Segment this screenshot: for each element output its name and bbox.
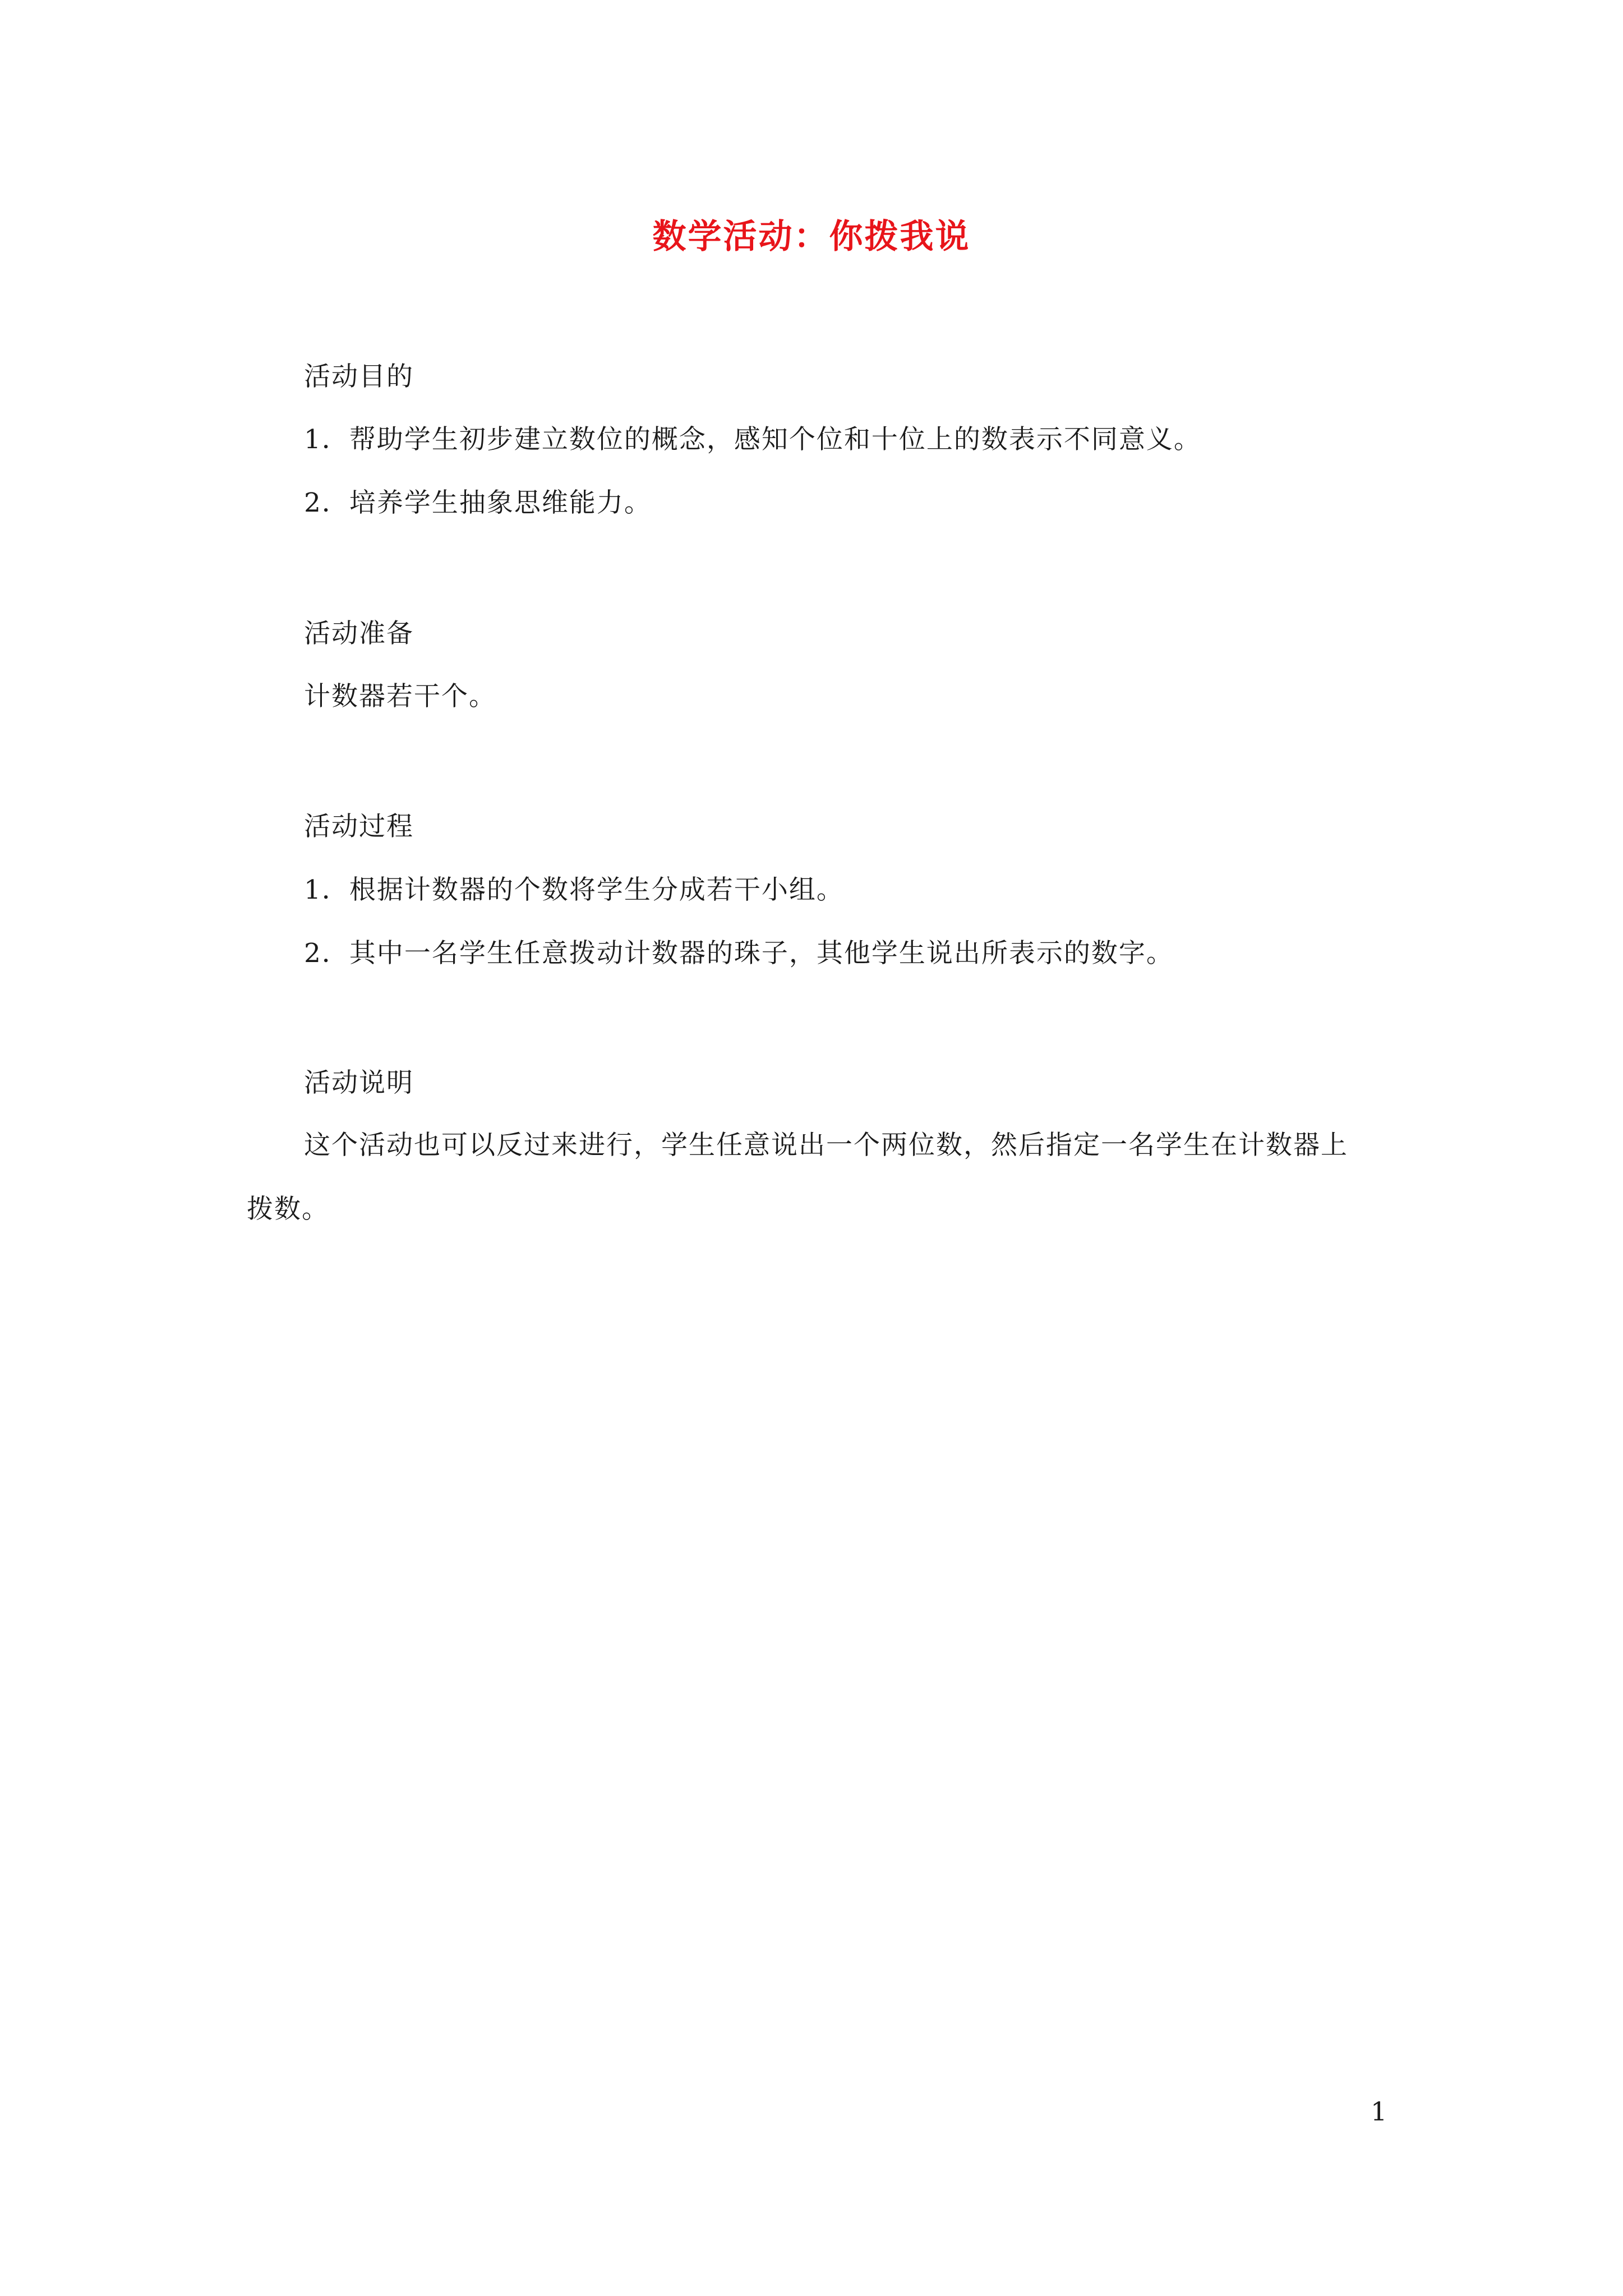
page-number: 1 (1371, 2096, 1387, 2127)
paragraph-line: 这个活动也可以反过来进行，学生任意说出一个两位数，然后指定一名学生在计数器上 (304, 1130, 1348, 1161)
page-title: 数学活动：你拨我说 (652, 217, 971, 256)
paragraph-line: 计数器若干个。 (304, 681, 496, 712)
section-heading-process: 活动过程 (304, 811, 414, 842)
paragraph-line: 拨数。 (247, 1194, 329, 1225)
section-heading-preparation: 活动准备 (304, 618, 414, 649)
paragraph-line: 2．其中一名学生任意拨动计数器的珠子，其他学生说出所表示的数字。 (304, 938, 1174, 969)
section-heading-purpose: 活动目的 (304, 361, 414, 392)
paragraph-line: 1．帮助学生初步建立数位的概念，感知个位和十位上的数表示不同意义。 (304, 424, 1201, 455)
section-heading-notes: 活动说明 (304, 1068, 414, 1098)
paragraph-line: 2．培养学生抽象思维能力。 (304, 487, 652, 518)
paragraph-line: 1．根据计数器的个数将学生分成若干小组。 (304, 875, 844, 905)
